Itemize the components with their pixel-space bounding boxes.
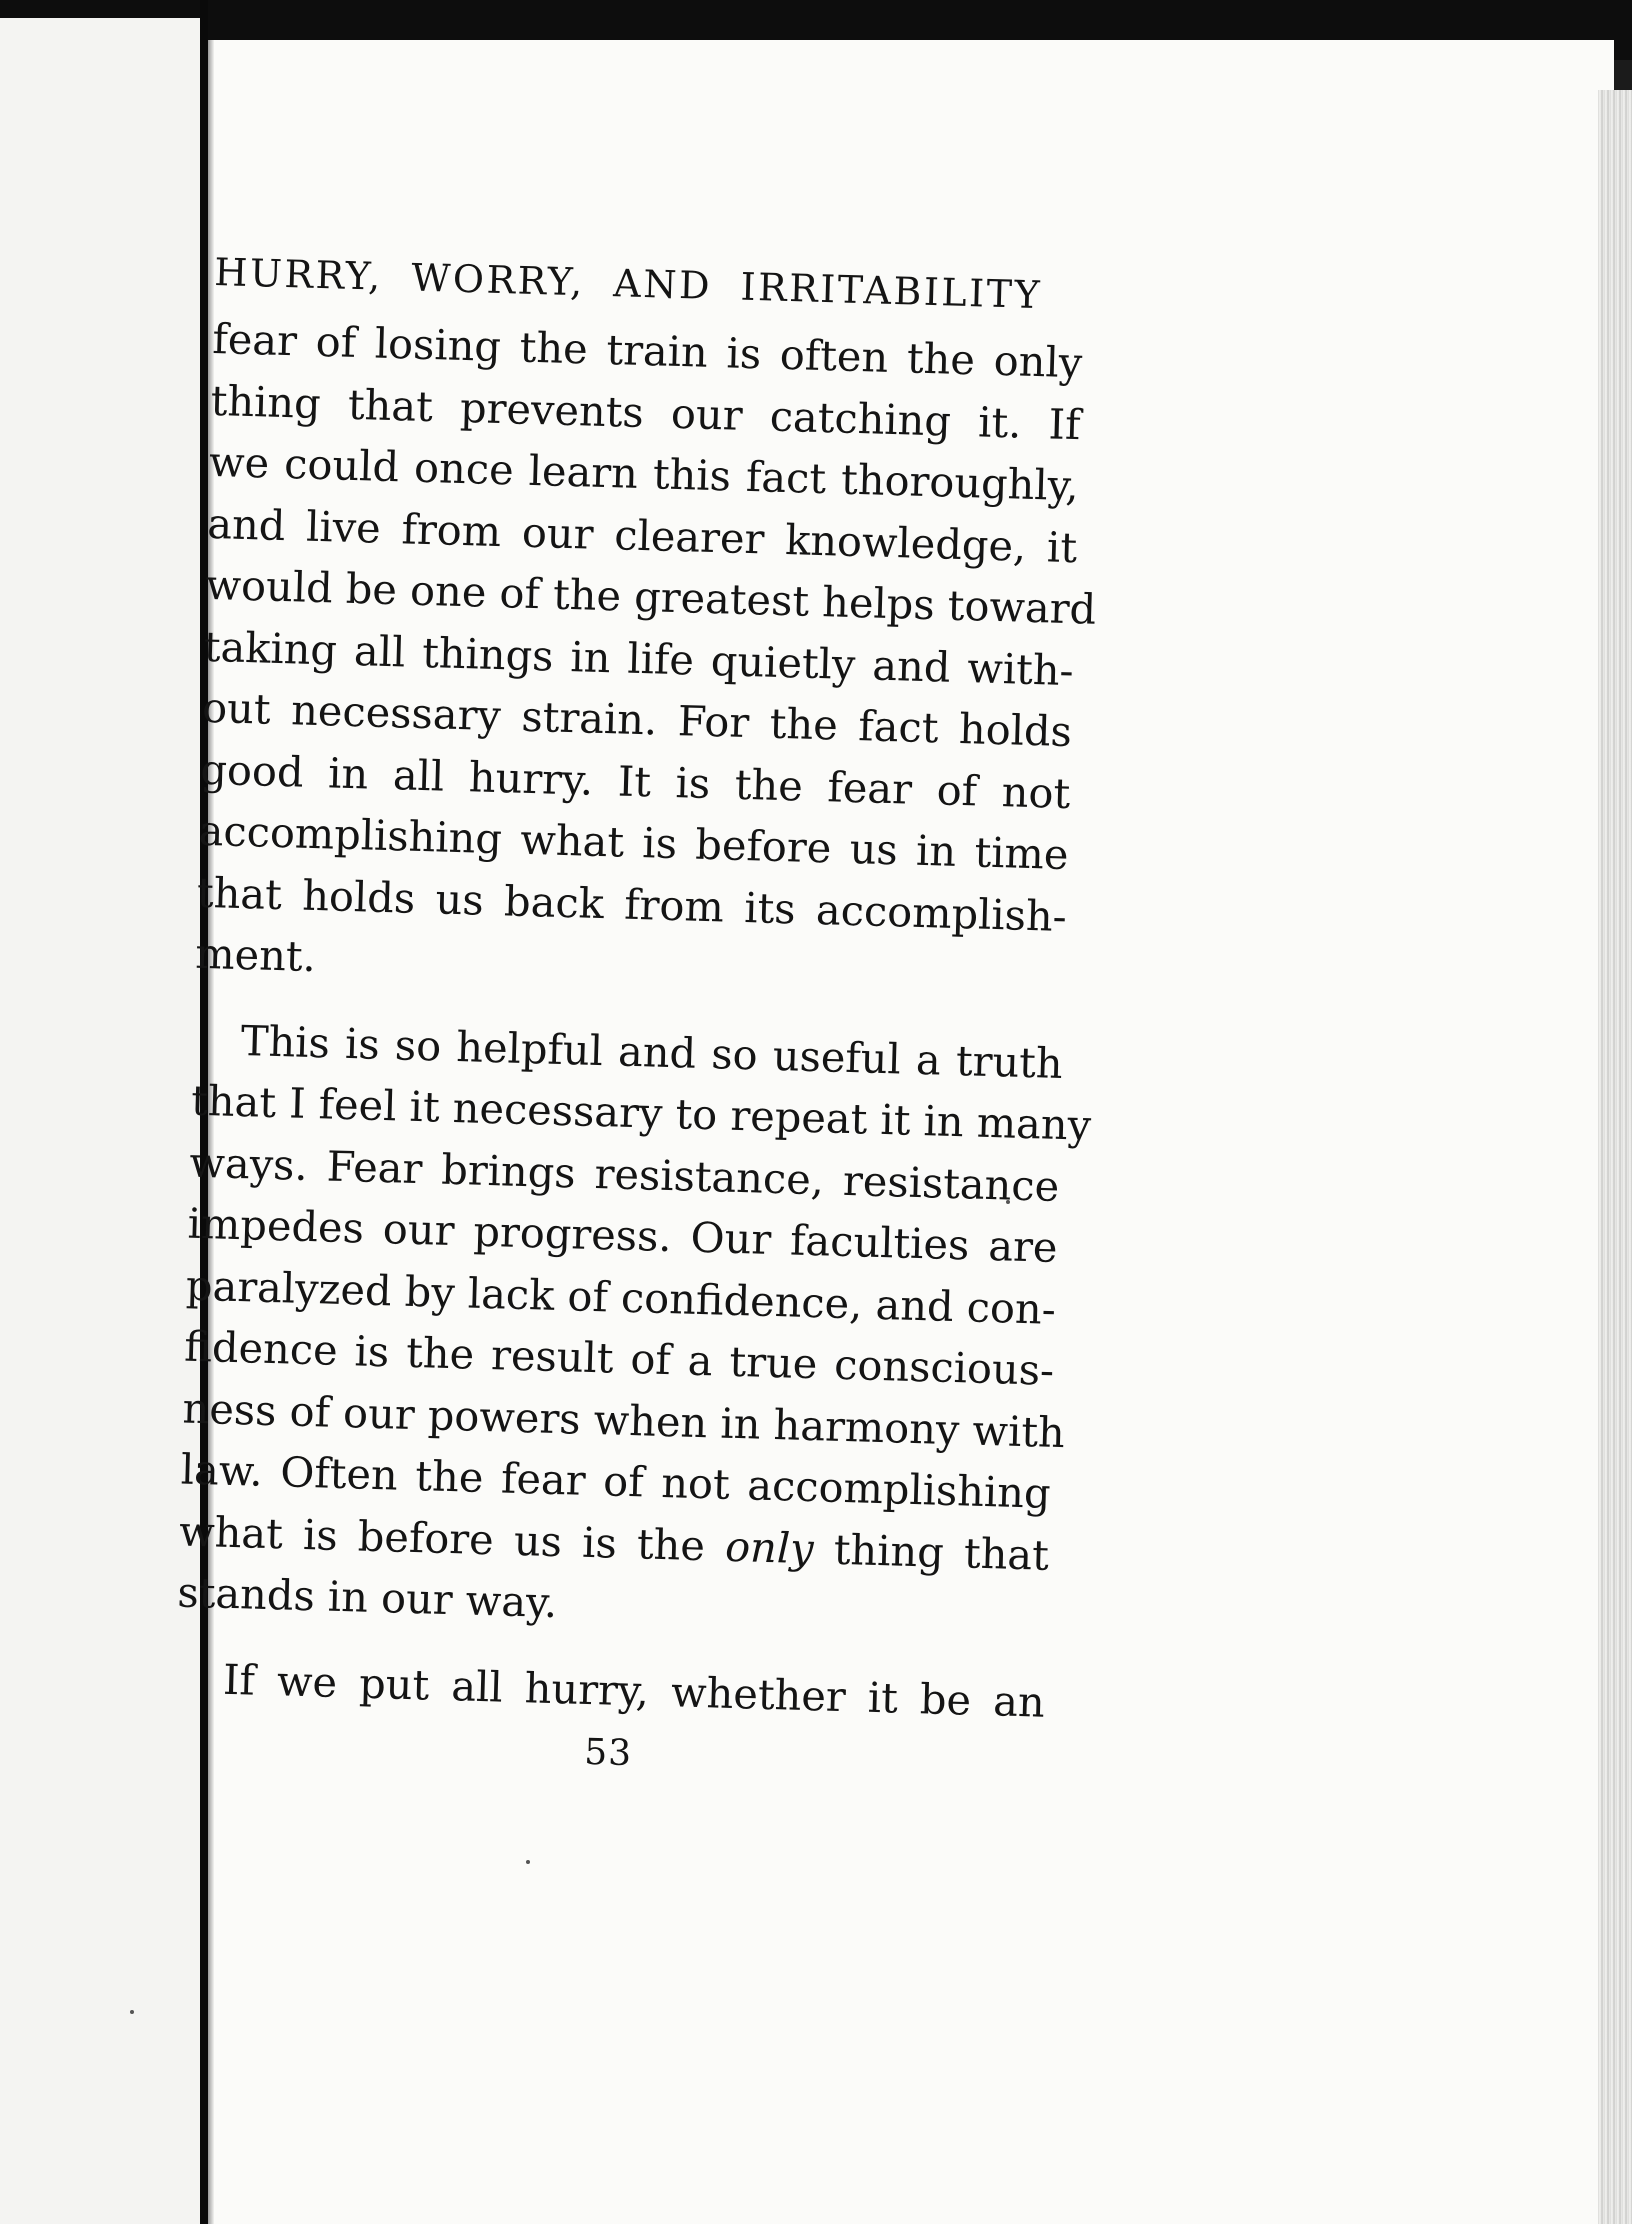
dust-speck: [526, 1860, 530, 1864]
previous-page-edge: [0, 18, 200, 2224]
text-line: If we put all hurry, whether it be an: [222, 1654, 1046, 1727]
text-line: paralyzed by lack of confidence, and con-: [185, 1260, 1057, 1334]
dust-speck: [130, 2010, 134, 2014]
text-line: ment.: [194, 928, 317, 982]
text-segment: what is before us is the: [178, 1506, 726, 1571]
text-line: ways. Fear brings resistance, resistance: [188, 1137, 1060, 1211]
paragraph-3: [174, 1647, 1045, 1733]
text-segment: thing that: [812, 1523, 1050, 1580]
paragraph-1: [194, 308, 1097, 1009]
text-line: taking all things in life quietly and with-: [203, 621, 1075, 695]
text-line: law. Often the fear of not accomplishing: [180, 1444, 1052, 1518]
text-line: This is so helpful and so useful a truth: [240, 1015, 1064, 1088]
page-number: 53: [583, 1731, 633, 1775]
paragraph-2: [176, 1008, 1092, 1647]
text-line: that holds us back from its accomplish-: [196, 867, 1068, 941]
text-line: fear of losing the train is often the only: [211, 313, 1083, 388]
emphasis-only: only: [724, 1521, 815, 1573]
text-line: and live from our clearer knowledge, it: [206, 498, 1078, 572]
page-edges-stack: [1598, 90, 1632, 2224]
text-line: would be one of the greatest helps toward: [204, 559, 1097, 634]
text-line: fidence is the result of a true conscious-: [183, 1321, 1055, 1395]
text-line: accomplishing what is before us in time: [198, 805, 1070, 880]
text-line: thing that prevents our catching it. If: [210, 375, 1082, 449]
text-line: ness of our powers when in harmony with: [181, 1383, 1066, 1457]
text-line: out necessary strain. For the fact holds: [201, 682, 1073, 757]
page-text: [173, 250, 1315, 1792]
text-line: stands in our way.: [176, 1567, 558, 1628]
text-line: we could once learn this fact thoroughly,: [208, 436, 1080, 511]
text-line: good in all hurry. It is the fear of not: [199, 744, 1071, 818]
text-line: that I feel it necessary to repeat it in many: [190, 1075, 1092, 1150]
text-line: impedes our progress. Our faculties are: [187, 1198, 1059, 1272]
running-head: HURRY, WORRY, AND IRRITABILITY: [213, 250, 1043, 318]
